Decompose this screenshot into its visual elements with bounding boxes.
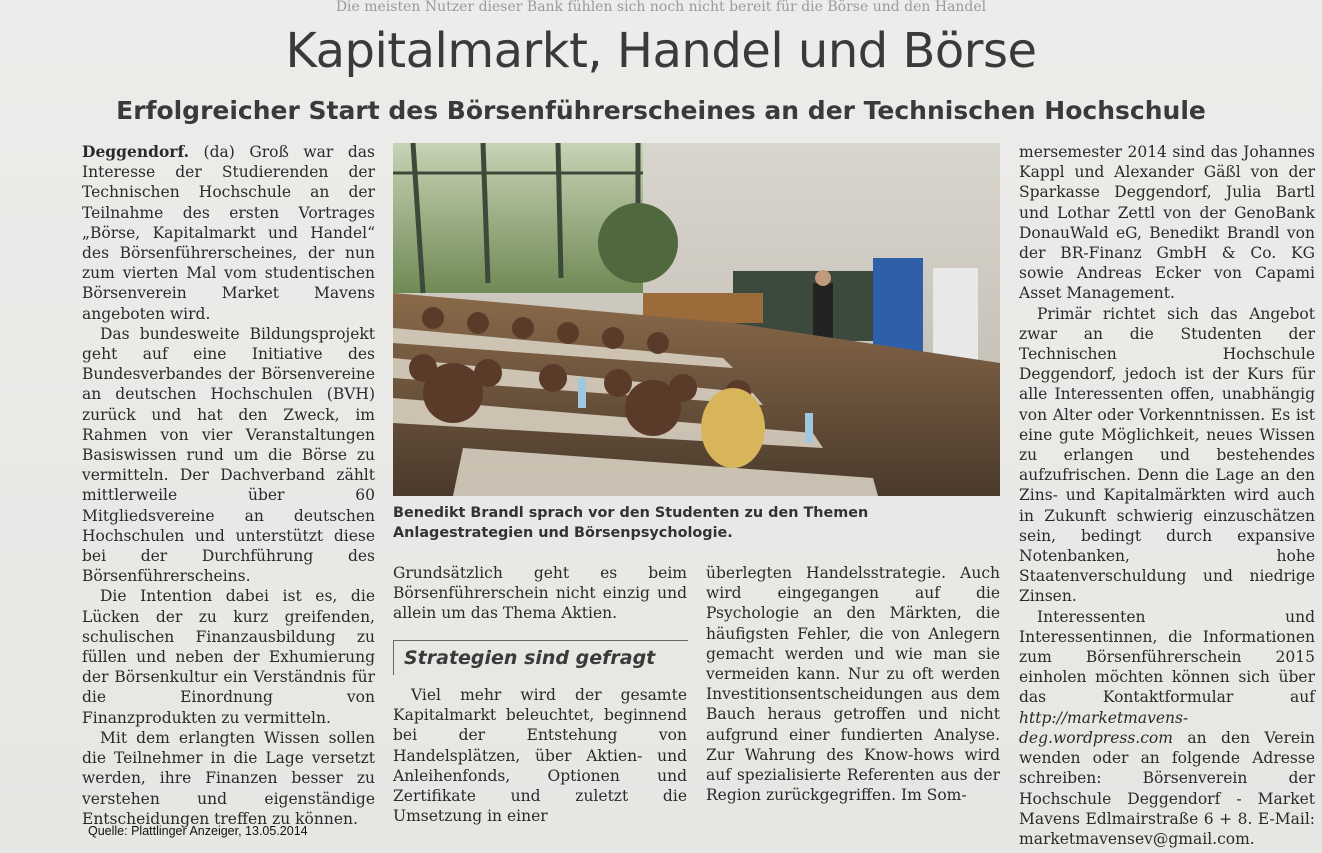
paragraph: Mit dem erlangten Wissen sollen die Teilnehmer in die Lage versetzt werden, ihre Finanzen besser zu verstehen und eigenständige Entscheidungen treffen zu können.: [82, 728, 375, 828]
source-note: Quelle: Plattlinger Anzeiger, 13.05.2014: [88, 824, 308, 838]
paragraph: Primär richtet sich das Angebot zwar an die Studenten der Technischen Hochschule Deggendorf, jedoch ist der Kurs für alle Interessenten offen, unabhängig von Alter oder Vorkenntnissen. Es ist eine gute Möglichkeit, neues Wissen zu erlangen und bestehendes aufzufrischen. Denn die Lage an den Zins- und Kapitalmärkten wird auch in Zukunft schwierig einzuschätzen sein, bedingt durch expansive Notenbanken, hohe Staatenverschuldung und niedrige Zinsen.: [1019, 304, 1315, 606]
paragraph-intro: [82, 142, 375, 324]
paragraph: Grundsätzlich geht es beim Börsenführerschein nicht einzig und allein um das Thema Aktien.: [393, 564, 687, 623]
paragraph: überlegten Handelsstrategie. Auch wird eingegangen auf die Psychologie an den Märkten, die häufigsten Fehler, die von Anlegern gemacht werden und wie man sie vermeiden kann. Nur zu oft werden Investitionsentscheidungen aus dem Bauch heraus getroffen und nicht aufgrund einer fundierten Analyse. Zur Wahrung des Know-hows wird auf spezialisierte Referenten aus der Region zurückgegriffen. Im Som-: [706, 564, 1000, 805]
section-subtitle: Strategien sind gefragt: [404, 647, 656, 669]
article-column-2-continued: [393, 685, 687, 826]
subheadline: Erfolgreicher Start des Börsenführerscheines an der Technischen Hochschule: [116, 96, 1206, 125]
intro-text: (da) Groß war das Interesse der Studierenden der Technischen Hochschule an der Teilnahme des ersten Vortrages „Börse, Kapitalmarkt und Handel“ des Börsenführerscheines, der nun zum vierten Mal vom studentischen Börsenverein Market Mavens angeboten wird.: [82, 143, 375, 323]
contact-text-end: an den Verein wenden oder an folgende Adresse schreiben: Börsenverein der Hochschule Deggendorf - Market Mavens Edlmairstraße 6 + 8. E-Mail: marketmavensev@gmail.com.: [1019, 728, 1315, 848]
paragraph: Viel mehr wird der gesamte Kapitalmarkt beleuchtet, beginnend bei der Entstehung von Handelsplätzen, über Aktien- und Anleihenfonds, Optionen und Zertifikate und zuletzt die Umsetzung in einer: [393, 686, 687, 826]
lecture-hall-illustration: [393, 143, 1000, 496]
paragraph: Die Intention dabei ist es, die Lücken der zu kurz greifenden, schulischen Finanzausbildung zu füllen und neben der Exhumierung der Börsenkultur ein Verständnis für die Einordnung von Finanzprodukten zu vermitteln.: [82, 587, 375, 727]
paragraph: Das bundesweite Bildungsprojekt geht auf eine Initiative des Bundesverbandes der Börsenvereine an deutschen Hochschulen (BVH) zurück und hat den Zweck, im Rahmen von vier Veranstaltungen Basiswissen rund um die Börse zu vermitteln. Der Dachverband zählt mittlerweile über 60 Mitgliedsvereine an deutschen Hochschulen und unterstützt diese bei der Durchführung des Börsenführerscheins.: [82, 324, 375, 586]
lecture-hall-photo: [393, 143, 1000, 496]
photo-caption: Benedikt Brandl sprach vor den Studenten zu den Themen Anlagestrategien und Börsenpsychologie.: [393, 505, 869, 541]
contact-text: Interessenten und Interessentinnen, die Informationen zum Börsenführerschein 2015 einholen möchten können sich über das Kontaktformular auf: [1019, 607, 1315, 707]
previous-article-fragment: Die meisten Nutzer dieser Bank fühlen sich noch nicht bereit für die Börse und den Handel: [335, 0, 987, 14]
website-url: http://marketmavens-deg.wordpress.com: [1019, 708, 1189, 747]
article-column-4: [1019, 142, 1315, 849]
article-column-3: [706, 563, 1000, 805]
article-column-1: [82, 142, 375, 829]
dateline: Deggendorf.: [82, 142, 189, 161]
article-column-2: [393, 563, 687, 624]
paragraph-contact: [1019, 607, 1315, 849]
paragraph: mersemester 2014 sind das Johannes Kappl und Alexander Gäßl von der Sparkasse Deggendorf, Julia Bartl und Lothar Zettl von der GenoBank DonauWald eG, Benedikt Brandl von der BR-Finanz GmbH & Co. KG sowie Andreas Ecker von Capami Asset Management.: [1019, 143, 1315, 303]
headline: Kapitalmarkt, Handel und Börse: [285, 23, 1037, 79]
